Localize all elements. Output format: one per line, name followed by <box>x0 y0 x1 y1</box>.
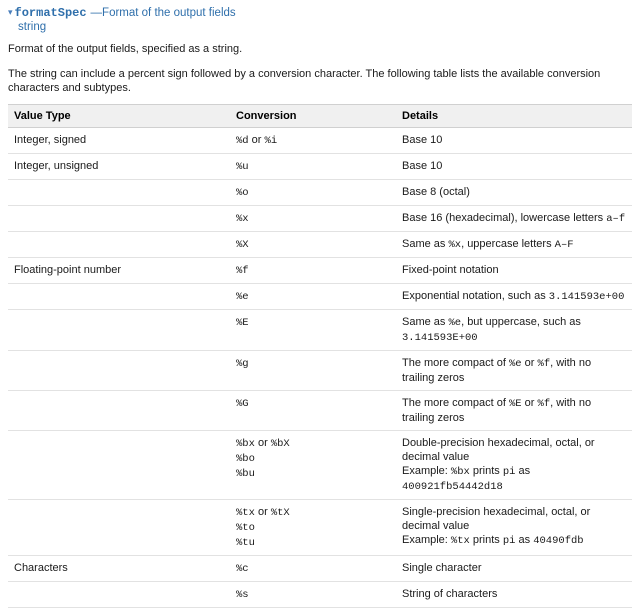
inline-code: %e <box>509 358 522 370</box>
inline-code: %tx <box>236 507 255 519</box>
details-line: Same as %e, but uppercase, such as 3.141593E+00 <box>402 316 581 344</box>
details-line: Same as %x, uppercase letters A–F <box>402 238 574 251</box>
table-row <box>8 154 632 180</box>
title-description: Format of the output fields <box>102 7 236 19</box>
table-row <box>8 232 632 258</box>
inline-code: %g <box>236 358 249 370</box>
table-row <box>8 351 632 391</box>
conversion-token <box>236 211 390 226</box>
cell-details <box>396 391 632 431</box>
cell-value-type <box>8 180 230 206</box>
inline-code: %x <box>448 239 462 251</box>
cell-conversion <box>230 500 396 556</box>
inline-code: %s <box>236 589 249 601</box>
cell-value-type: Floating-point number <box>8 258 230 284</box>
cell-details <box>396 582 632 608</box>
conversion-token <box>236 396 390 411</box>
inline-code: pi <box>502 535 516 547</box>
cell-value-type <box>8 232 230 258</box>
inline-code: %bx <box>450 466 470 478</box>
conversion-token: %tx or %tX <box>236 506 290 519</box>
cell-value-type <box>8 351 230 391</box>
cell-details <box>396 206 632 232</box>
conversion-token: %bx or %bX <box>236 437 290 450</box>
inline-code: %f <box>537 398 551 410</box>
details-line: Single character <box>402 562 482 574</box>
conversion-token <box>236 356 390 371</box>
details-line: The more compact of %e or %f, with no trailing zeros <box>402 357 592 384</box>
cell-details <box>396 310 632 351</box>
section-heading <box>8 6 632 20</box>
inline-code: %E <box>236 317 249 329</box>
details-line: String of characters <box>402 588 498 600</box>
conversion-token <box>236 466 390 481</box>
cell-value-type <box>8 500 230 556</box>
cell-value-type: Integer, signed <box>8 128 230 154</box>
table-row <box>8 206 632 232</box>
cell-details <box>396 232 632 258</box>
cell-conversion <box>230 206 396 232</box>
conversion-token <box>236 535 390 550</box>
column-header-details: Details <box>396 105 632 128</box>
cell-details <box>396 431 632 500</box>
inline-code: %u <box>236 161 249 173</box>
cell-value-type: Characters <box>8 556 230 582</box>
inline-code: %e <box>236 291 249 303</box>
cell-details <box>396 351 632 391</box>
cell-value-type <box>8 206 230 232</box>
inline-code: %f <box>236 265 249 277</box>
chevron-down-icon[interactable]: ▾ <box>8 7 13 17</box>
details-line: Example: %bx prints pi as 400921fb54442d18 <box>402 465 531 493</box>
inline-code: %o <box>236 187 249 199</box>
cell-conversion <box>230 431 396 500</box>
inline-code: %c <box>236 563 249 575</box>
inline-code: %bX <box>270 438 290 450</box>
details-line: The more compact of %E or %f, with no trailing zeros <box>402 397 592 424</box>
inline-code: %E <box>509 398 522 410</box>
table-body <box>8 128 632 608</box>
cell-conversion <box>230 582 396 608</box>
inline-code: pi <box>502 466 516 478</box>
details-line: Base 10 <box>402 160 443 172</box>
page-title: formatSpec <box>14 6 87 20</box>
cell-value-type <box>8 284 230 310</box>
inline-code: %X <box>236 239 249 251</box>
cell-value-type <box>8 391 230 431</box>
inline-code: 3.141593E+00 <box>402 332 478 344</box>
details-line: Base 16 (hexadecimal), lowercase letters a–f <box>402 212 626 225</box>
conversion-token <box>236 185 390 200</box>
table-row <box>8 500 632 556</box>
inline-code: 3.141593e+00 <box>548 291 625 303</box>
table-header-row <box>8 105 632 128</box>
cell-conversion <box>230 258 396 284</box>
cell-details <box>396 284 632 310</box>
inline-code: a–f <box>606 213 626 225</box>
inline-code: A–F <box>554 239 574 251</box>
conversion-table <box>8 104 632 608</box>
cell-value-type: Integer, unsigned <box>8 154 230 180</box>
inline-code: 400921fb54442d18 <box>402 481 503 493</box>
details-line: Exponential notation, such as 3.141593e+00 <box>402 290 625 303</box>
cell-conversion <box>230 232 396 258</box>
conversion-token <box>236 159 390 174</box>
cell-details <box>396 258 632 284</box>
inline-code: %x <box>236 213 249 225</box>
details-line: Base 8 (octal) <box>402 186 470 198</box>
inline-code: %tx <box>450 535 470 547</box>
conversion-token <box>236 451 390 466</box>
cell-conversion <box>230 556 396 582</box>
table-row <box>8 310 632 351</box>
cell-details <box>396 556 632 582</box>
table-row <box>8 128 632 154</box>
inline-code: %bo <box>236 453 255 465</box>
conversion-paragraph: The string can include a percent sign followed by a conversion character. The following table lists the available conversion characters and subtypes. <box>8 68 601 94</box>
cell-conversion <box>230 180 396 206</box>
cell-details <box>396 154 632 180</box>
table-row <box>8 556 632 582</box>
details-line: Single-precision hexadecimal, octal, or decimal value <box>402 506 591 532</box>
title-dash: — <box>90 7 103 19</box>
table-row <box>8 431 632 500</box>
inline-code: %tX <box>270 507 290 519</box>
cell-details <box>396 180 632 206</box>
details-line: Base 10 <box>402 134 443 146</box>
cell-value-type <box>8 310 230 351</box>
column-header-value-type: Value Type <box>8 105 230 128</box>
cell-conversion <box>230 128 396 154</box>
table-row <box>8 582 632 608</box>
inline-code: %i <box>264 135 278 147</box>
details-line: Fixed-point notation <box>402 264 499 276</box>
cell-conversion <box>230 284 396 310</box>
conversion-token <box>236 520 390 535</box>
column-header-conversion: Conversion <box>230 105 396 128</box>
argument-type: string <box>18 21 47 33</box>
inline-code: %tu <box>236 537 255 549</box>
conversion-token <box>236 587 390 602</box>
inline-code: %f <box>537 358 551 370</box>
cell-conversion <box>230 310 396 351</box>
inline-code: %e <box>448 317 462 329</box>
cell-details <box>396 500 632 556</box>
inline-code: %G <box>236 398 249 410</box>
cell-details <box>396 128 632 154</box>
table-row <box>8 284 632 310</box>
cell-conversion <box>230 154 396 180</box>
cell-conversion <box>230 391 396 431</box>
conversion-token <box>236 315 390 330</box>
inline-code: %to <box>236 522 255 534</box>
inline-code: %bu <box>236 468 255 480</box>
conversion-token <box>236 263 390 278</box>
details-line: Double-precision hexadecimal, octal, or decimal value <box>402 437 595 463</box>
conversion-token: %d or %i <box>236 134 278 147</box>
details-line: Example: %tx prints pi as 40490fdb <box>402 534 584 547</box>
inline-code: %d <box>236 135 249 147</box>
cell-conversion <box>230 351 396 391</box>
cell-value-type <box>8 431 230 500</box>
conversion-token <box>236 561 390 576</box>
conversion-token <box>236 289 390 304</box>
table-row <box>8 180 632 206</box>
cell-value-type <box>8 582 230 608</box>
inline-code: %bx <box>236 438 255 450</box>
table-row <box>8 391 632 431</box>
conversion-token <box>236 237 390 252</box>
inline-code: 40490fdb <box>533 535 584 547</box>
table-row <box>8 258 632 284</box>
intro-paragraph: Format of the output fields, specified as a string. <box>8 43 243 55</box>
